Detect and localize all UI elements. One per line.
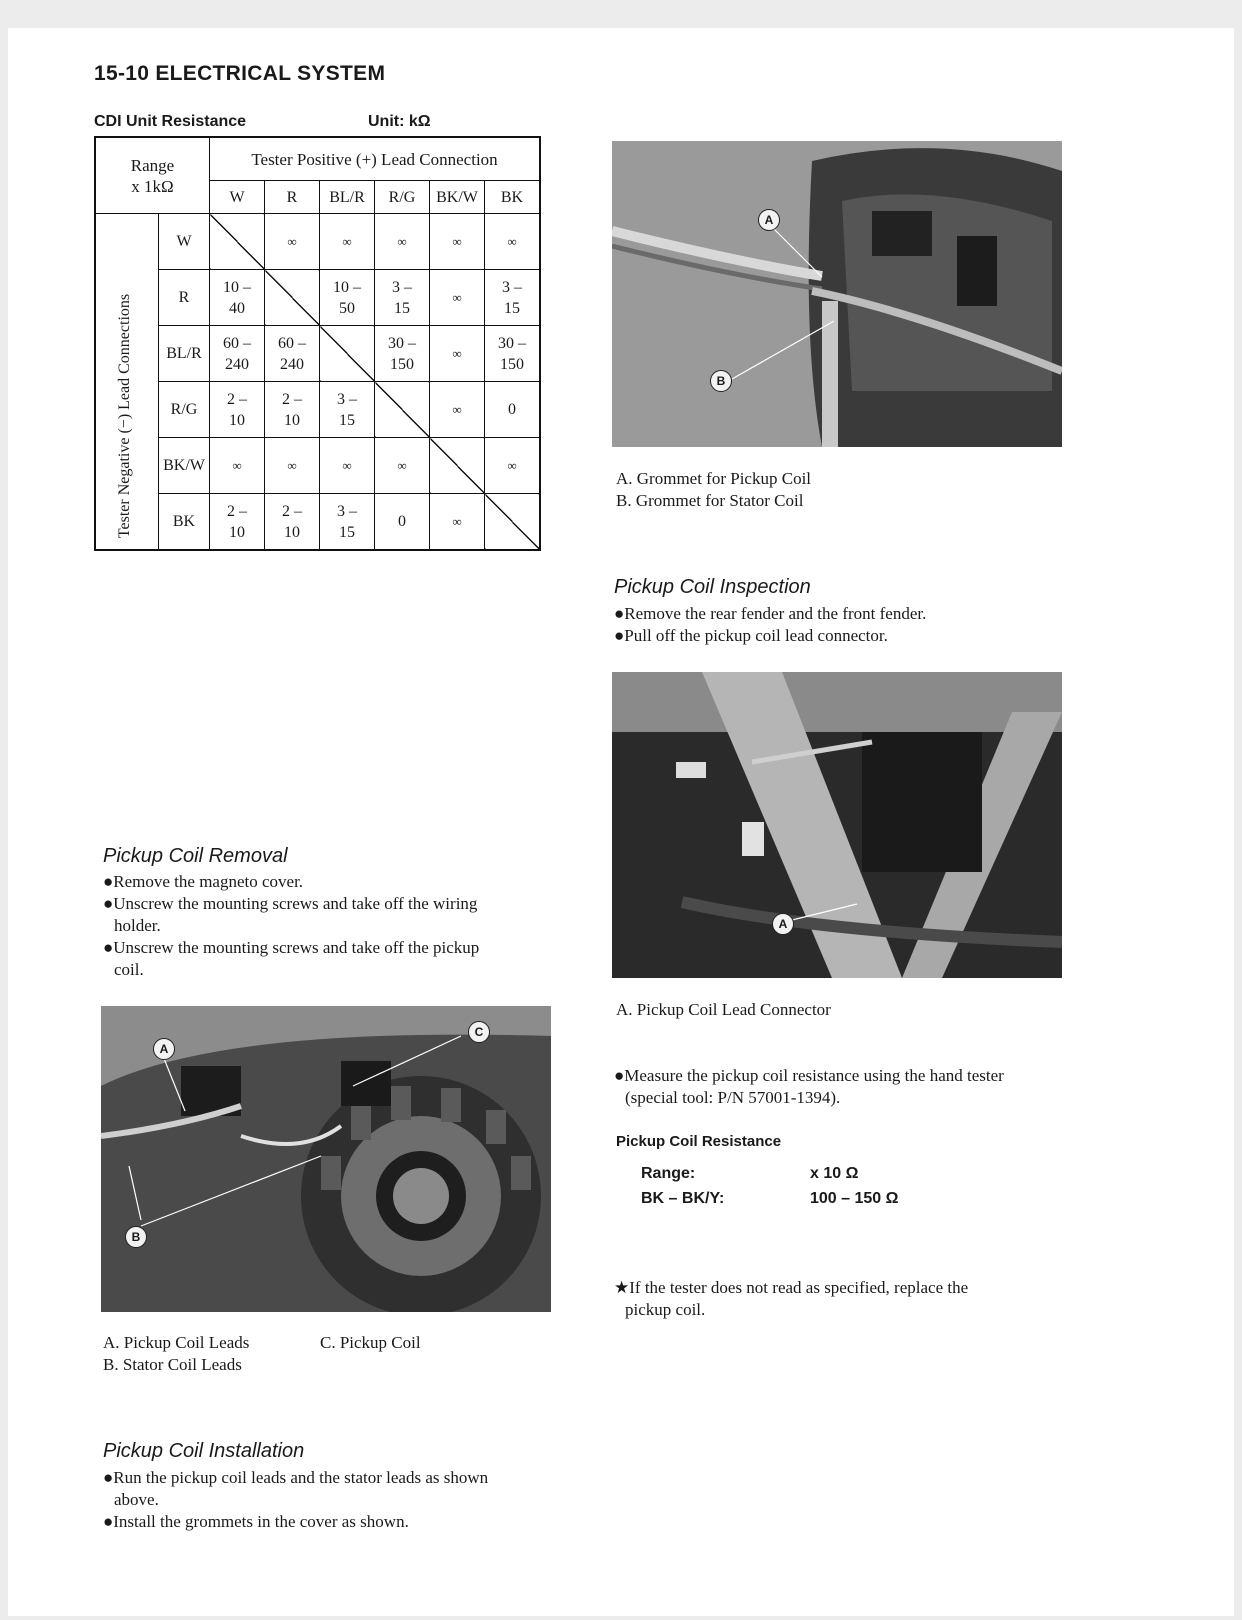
resistance-cell: ∞ bbox=[430, 326, 485, 382]
column-header: W bbox=[210, 181, 265, 214]
column-header: BK/W bbox=[430, 181, 485, 214]
cdi-table-unit: Unit: kΩ bbox=[368, 113, 431, 130]
resistance-cell: ∞ bbox=[210, 438, 265, 494]
resistance-cell: 2 – 10 bbox=[210, 382, 265, 438]
table-row bbox=[95, 270, 540, 326]
range-label: Range bbox=[130, 155, 175, 175]
callout-b: B bbox=[125, 1226, 147, 1248]
installation-step: ●Run the pickup coil leads and the stator leads as shown bbox=[103, 1468, 489, 1487]
resistance-cell: 0 bbox=[485, 382, 541, 438]
measure-step-cont: (special tool: P/N 57001-1394). bbox=[625, 1088, 841, 1107]
row-header: BL/R bbox=[159, 326, 210, 382]
removal-step: ●Unscrew the mounting screws and take off the pickup bbox=[103, 938, 480, 957]
inspection-title: Pickup Coil Inspection bbox=[614, 576, 811, 598]
resistance-cell: 60 – 240 bbox=[265, 326, 320, 382]
callout-a: A bbox=[772, 913, 794, 935]
range-unit-label: x 1kΩ bbox=[131, 176, 174, 196]
removal-step-cont: holder. bbox=[114, 916, 161, 935]
callout-a: A bbox=[153, 1038, 175, 1060]
resistance-cell: ∞ bbox=[265, 438, 320, 494]
grommet-caption-a: A. Grommet for Pickup Coil bbox=[616, 469, 812, 488]
diagonal-cell bbox=[430, 438, 485, 494]
resistance-cell: ∞ bbox=[265, 214, 320, 270]
table-row bbox=[95, 326, 540, 382]
diagonal-cell bbox=[320, 326, 375, 382]
column-header: R/G bbox=[375, 181, 430, 214]
resistance-cell: ∞ bbox=[375, 438, 430, 494]
cdi-resistance-table bbox=[94, 136, 541, 551]
resistance-cell: ∞ bbox=[485, 214, 541, 270]
resistance-cell: 10 – 50 bbox=[320, 270, 375, 326]
callout-b: B bbox=[710, 370, 732, 392]
resistance-cell: 60 – 240 bbox=[210, 326, 265, 382]
installation-step-cont: above. bbox=[114, 1490, 159, 1509]
measure-step: ●Measure the pickup coil resistance using the hand tester bbox=[614, 1066, 1004, 1085]
negative-lead-header: Tester Negative (−) Lead Connections bbox=[116, 293, 133, 539]
column-header: BL/R bbox=[320, 181, 375, 214]
positive-lead-header: Tester Positive (+) Lead Connection bbox=[210, 137, 541, 181]
callout-a: A bbox=[758, 209, 780, 231]
range-header-cell bbox=[95, 137, 210, 214]
diagonal-cell bbox=[265, 270, 320, 326]
pickup-coil-photo bbox=[101, 1006, 551, 1312]
column-header: R bbox=[265, 181, 320, 214]
range-value: x 10 Ω bbox=[810, 1165, 859, 1182]
resistance-cell: 2 – 10 bbox=[210, 494, 265, 551]
resistance-cell: 2 – 10 bbox=[265, 494, 320, 551]
resistance-cell: ∞ bbox=[320, 214, 375, 270]
row-header: W bbox=[159, 214, 210, 270]
resistance-cell: ∞ bbox=[485, 438, 541, 494]
resistance-cell: ∞ bbox=[375, 214, 430, 270]
callout-c: C bbox=[468, 1021, 490, 1043]
removal-step-cont: coil. bbox=[114, 960, 144, 979]
replace-note-cont: pickup coil. bbox=[625, 1300, 706, 1319]
resistance-cell: ∞ bbox=[430, 270, 485, 326]
row-header: BK/W bbox=[159, 438, 210, 494]
grommet-photo bbox=[612, 141, 1062, 447]
cdi-table-title: CDI Unit Resistance bbox=[94, 113, 247, 130]
resistance-cell: 3 – 15 bbox=[320, 494, 375, 551]
resistance-cell: 0 bbox=[375, 494, 430, 551]
column-header: BK bbox=[485, 181, 541, 214]
resistance-cell: 2 – 10 bbox=[265, 382, 320, 438]
table-row bbox=[95, 382, 540, 438]
resistance-cell: 3 – 15 bbox=[320, 382, 375, 438]
coil-caption-a: A. Pickup Coil Leads bbox=[103, 1333, 250, 1352]
lead-value: 100 – 150 Ω bbox=[810, 1190, 899, 1207]
resistance-title: Pickup Coil Resistance bbox=[616, 1133, 782, 1150]
diagonal-cell bbox=[375, 382, 430, 438]
resistance-cell: 3 – 15 bbox=[375, 270, 430, 326]
resistance-cell: 10 – 40 bbox=[210, 270, 265, 326]
removal-step: ●Unscrew the mounting screws and take off the wiring bbox=[103, 894, 478, 913]
row-header: BK bbox=[159, 494, 210, 551]
diagonal-cell bbox=[210, 214, 265, 270]
row-header: R/G bbox=[159, 382, 210, 438]
connector-caption-a: A. Pickup Coil Lead Connector bbox=[616, 1000, 831, 1019]
diagonal-cell bbox=[485, 494, 541, 551]
inspection-step: ●Remove the rear fender and the front fender. bbox=[614, 604, 927, 623]
resistance-cell: 30 – 150 bbox=[485, 326, 541, 382]
resistance-cell: 30 – 150 bbox=[375, 326, 430, 382]
installation-step: ●Install the grommets in the cover as shown. bbox=[103, 1512, 409, 1531]
replace-note: ★If the tester does not read as specified, replace the bbox=[614, 1278, 969, 1297]
removal-step: ●Remove the magneto cover. bbox=[103, 872, 304, 891]
table-row bbox=[95, 214, 540, 270]
row-header: R bbox=[159, 270, 210, 326]
grommet-caption-b: B. Grommet for Stator Coil bbox=[616, 491, 804, 510]
resistance-cell: ∞ bbox=[320, 438, 375, 494]
coil-caption-c: C. Pickup Coil bbox=[320, 1333, 421, 1352]
page-header: 15-10 ELECTRICAL SYSTEM bbox=[94, 62, 386, 85]
lead-label: BK – BK/Y: bbox=[641, 1190, 725, 1207]
resistance-cell: 3 – 15 bbox=[485, 270, 541, 326]
installation-title: Pickup Coil Installation bbox=[103, 1440, 305, 1462]
resistance-cell: ∞ bbox=[430, 494, 485, 551]
table-row bbox=[95, 438, 540, 494]
inspection-step: ●Pull off the pickup coil lead connector. bbox=[614, 626, 888, 645]
resistance-cell: ∞ bbox=[430, 214, 485, 270]
removal-title: Pickup Coil Removal bbox=[103, 845, 288, 867]
connector-photo bbox=[612, 672, 1062, 978]
coil-caption-b: B. Stator Coil Leads bbox=[103, 1355, 242, 1374]
table-row bbox=[95, 494, 540, 551]
range-label: Range: bbox=[641, 1165, 696, 1182]
resistance-cell: ∞ bbox=[430, 382, 485, 438]
